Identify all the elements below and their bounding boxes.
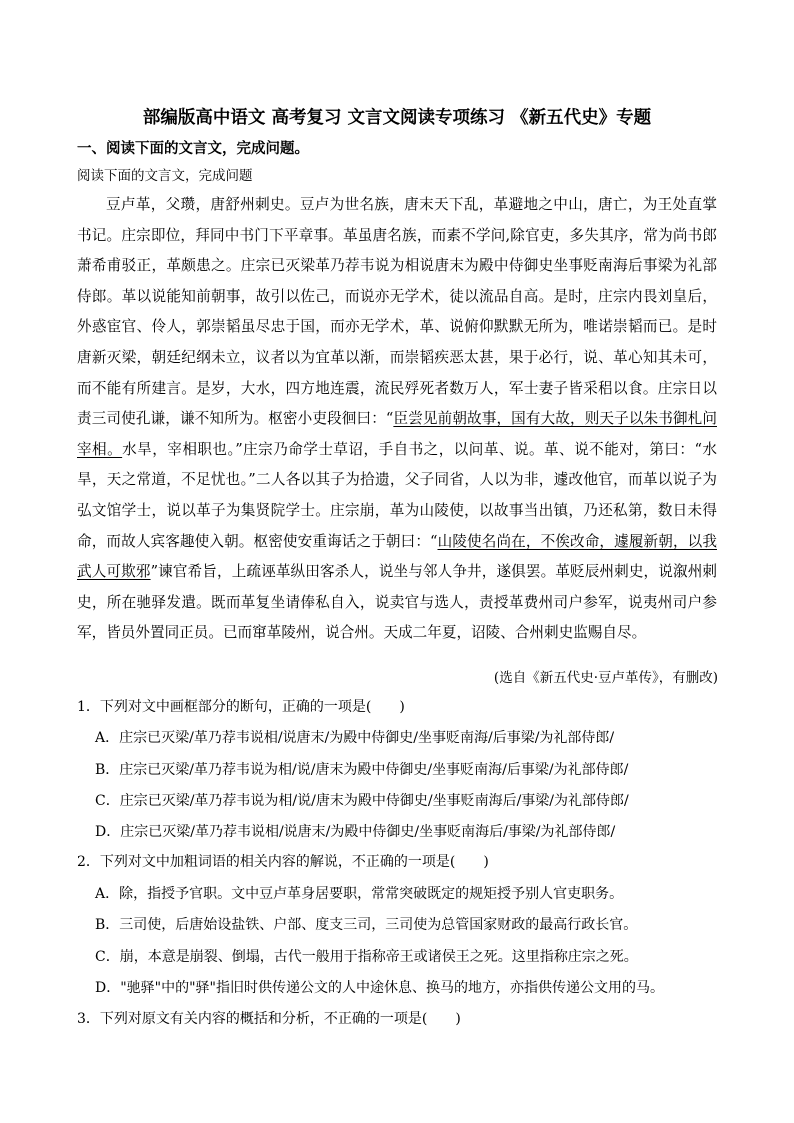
intro-text: 阅读下面的文言文，完成问题 xyxy=(77,168,253,184)
page-title: 部编版高中语文 高考复习 文言文阅读专项练习 《新五代史》专题 xyxy=(142,108,652,128)
question-2-stem: 2．下列对文中加粗词语的相关内容的解说，不正确的一项是( ) xyxy=(77,854,489,870)
passage-underline-1: 臣尝见前朝故事，国有大故，则天子以朱书御札问宰相。 xyxy=(77,410,717,458)
question-1-option-a: A．庄宗已灭梁/革乃荐韦说相/说唐末/为殿中侍御史/坐事贬南海/后事梁/为礼部侍郎/ xyxy=(95,730,615,746)
question-1-option-d: D．庄宗已灭梁/革乃荐韦说相/说唐末/为殿中侍御史/坐事贬南海后/事梁/为礼部侍郎/ xyxy=(95,824,616,840)
passage-paragraph xyxy=(77,190,717,649)
question-3-stem: 3．下列对原文有关内容的概括和分析，不正确的一项是( ) xyxy=(77,1011,461,1027)
source-citation: (选自《新五代史·豆卢革传》，有删改) xyxy=(493,670,718,686)
section-heading: 一、阅读下面的文言文，完成问题。 xyxy=(77,141,309,157)
passage-underline-2: 山陵使名尚在，不俟改命，遽履新朝，以我武人可欺邪 xyxy=(77,532,717,581)
question-2-option-a: A．除，指授予官职。文中豆卢革身居要职，常常突破既定的规矩授予别人官吏职务。 xyxy=(95,886,624,902)
question-1-option-b: B．庄宗已灭梁/革乃荐韦说为相/说/唐末为殿中侍御史/坐事贬南海/后事梁/为礼部侍郎/ xyxy=(95,762,629,778)
question-2-option-b: B．三司使，后唐始设盐铁、户部、度支三司，三司使为总管国家财政的最高行政长官。 xyxy=(95,917,638,933)
passage-text-1: 豆卢革，父瓒，唐舒州刺史。豆卢为世名族，唐末天下乱，革避地之中山，唐亡，为王处直掌书记。庄宗即位，拜同中书门下平章事。革虽唐名族，而素不学问,除官吏，多失其序，常为尚书郎萧希甫驳正，革颇患之。庄宗已灭梁革乃荐韦说为相说唐末为殿中侍御史坐事贬南海后事梁为礼部侍郎。革以说能知前朝事，故引以佐己，而说亦无学术，徒以流品自高。是时，庄宗内畏刘皇后，外惑宦官、伶人，郭崇韬虽尽忠于国，而亦无学术，革、说俯仰默默无所为，唯诺崇韬而已。是时唐新灭梁，朝廷纪纲未立，议者以为宜革以渐，而崇韬疾恶太甚，果于必行，说、革心知其未可，而不能有所建言。是岁，大水，四方地连震，流民殍死者数万人，军士妻子皆采稆以食。庄宗日以责三司使孔谦，谦不知所为。枢密小吏段徊曰：“ xyxy=(77,196,717,428)
passage-text-2: 水旱，宰相职也。”庄宗乃命学士草诏，手自书之，以问革、说。革、说不能对，第曰：“水旱，天之常道，不足忧也。”二人各以其子为拾遗，父子同省，人以为非，遽改他官，而革以说子为弘文馆学士，说以革子为集贤院学士。庄宗崩，革为山陵使，以故事当出镇，乃还私第，数日未得命，而故人宾客趣使入朝。枢密使安重诲话之于朝曰：“ xyxy=(77,440,717,550)
question-1-stem: 1．下列对文中画框部分的断句，正确的一项是( ) xyxy=(77,699,405,715)
question-1-option-c: C．庄宗已灭梁/革乃荐韦说为相/说/唐末为殿中侍御史/坐事贬南海后/事梁/为礼部侍郎/ xyxy=(95,793,629,809)
question-2-option-d: D．"驰驿"中的"驿"指旧时供传递公文的人中途休息、换马的地方，亦指供传递公文用的马。 xyxy=(95,980,664,996)
passage xyxy=(77,190,717,649)
passage-text-3: ”谏官希旨，上疏诬革纵田客杀人，说坐与邻人争井，遂俱罢。革贬辰州刺史，说溆州刺史，所在驰驿发遣。既而革复坐请俸私自入，说卖官与选人，责授革费州司户参军，说夷州司户参军，皆员外置同正员。已而窜革陵州，说合州。天成二年夏，诏陵、合州刺史监赐自尽。 xyxy=(77,563,717,642)
question-2-option-c: C．崩，本意是崩裂、倒塌，古代一般用于指称帝王或诸侯王之死。这里指称庄宗之死。 xyxy=(95,949,638,965)
